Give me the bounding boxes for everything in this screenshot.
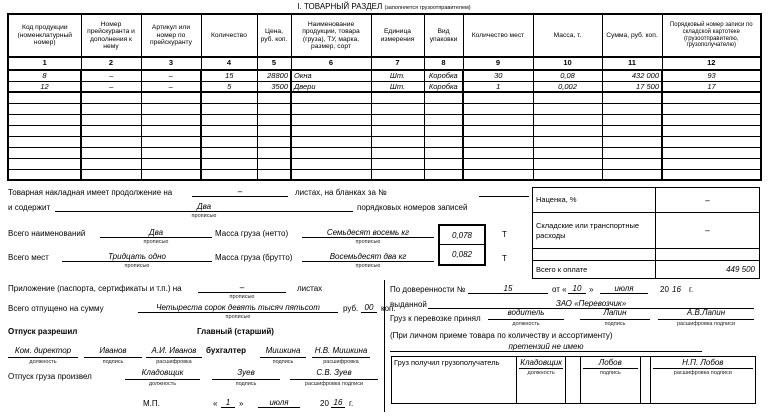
continuation-suffix: листах, на бланках за № bbox=[295, 188, 387, 197]
empty-cell bbox=[81, 92, 141, 103]
section-divider bbox=[384, 280, 385, 412]
storage-label: Складские или транспортные расходы bbox=[533, 213, 656, 248]
empty-cell bbox=[371, 169, 424, 180]
date-g-label: г. bbox=[349, 399, 354, 408]
net-mass-label: Масса груза (нетто) bbox=[215, 229, 289, 238]
markup-value: – bbox=[705, 195, 710, 205]
appendix-suffix: листах bbox=[297, 284, 323, 293]
empty-cell bbox=[141, 92, 201, 103]
table-cell: 5 bbox=[201, 81, 257, 92]
empty-cell bbox=[257, 103, 291, 114]
empty-cell bbox=[662, 125, 761, 136]
propisyu-note: прописью bbox=[191, 213, 217, 219]
empty-cell bbox=[371, 103, 424, 114]
empty-row bbox=[8, 147, 761, 158]
form-title-main: I. ТОВАРНЫЙ РАЗДЕЛ bbox=[297, 2, 383, 11]
poa-from-label: от « bbox=[552, 285, 567, 294]
sign-label: подпись bbox=[102, 359, 124, 365]
table-cell: Окна bbox=[291, 70, 371, 81]
empty-row bbox=[8, 169, 761, 180]
empty-cell bbox=[371, 136, 424, 147]
empty-cell bbox=[81, 125, 141, 136]
empty-cell bbox=[424, 92, 463, 103]
col-header-1: Код продукции (номенклатурный номер) bbox=[8, 14, 81, 57]
empty-cell bbox=[81, 158, 141, 169]
empty-cell bbox=[257, 147, 291, 158]
empty-cell bbox=[533, 147, 602, 158]
goods-received-box bbox=[391, 356, 756, 404]
total-places-label: Всего мест bbox=[8, 253, 49, 262]
empty-cell bbox=[8, 169, 81, 180]
empty-cell bbox=[662, 114, 761, 125]
net-unit: Т bbox=[502, 230, 507, 239]
sign-label: подпись bbox=[604, 321, 626, 327]
empty-cell bbox=[533, 158, 602, 169]
table-cell: Двери bbox=[291, 81, 371, 92]
poa-label: По доверенности № bbox=[390, 285, 466, 294]
empty-cell bbox=[8, 114, 81, 125]
release-allowed-label: Отпуск разрешил bbox=[8, 327, 78, 336]
empty-cell bbox=[291, 114, 371, 125]
empty-cell bbox=[463, 125, 533, 136]
goods-table-body bbox=[8, 70, 761, 180]
total-due-row bbox=[533, 261, 759, 278]
sig-storekeeper bbox=[125, 368, 200, 387]
poa-number-field: 15 bbox=[468, 283, 548, 294]
driver-signature-col bbox=[580, 308, 650, 327]
col-header-10: Масса, т. bbox=[533, 14, 602, 57]
sig-director bbox=[8, 338, 78, 365]
empty-cell bbox=[463, 92, 533, 103]
goods-table bbox=[7, 13, 762, 181]
driver-name-col bbox=[658, 308, 754, 327]
gross-mass-value: 0,082 bbox=[451, 250, 473, 259]
empty-cell bbox=[463, 147, 533, 158]
position-label: должность bbox=[512, 321, 540, 327]
col-header-5: Цена, руб. коп. bbox=[257, 14, 291, 57]
empty-cell bbox=[662, 169, 761, 180]
empty-cell bbox=[257, 158, 291, 169]
decode-label: расшифровка bbox=[323, 359, 359, 365]
table-cell: Шт. bbox=[371, 70, 424, 81]
no-claims-line bbox=[390, 342, 702, 352]
empty-cell bbox=[201, 169, 257, 180]
date-century: 20 bbox=[320, 399, 329, 408]
empty-cell bbox=[662, 147, 761, 158]
no-claims-text: претензий не имею bbox=[508, 342, 584, 351]
table-cell: 12 bbox=[8, 81, 81, 92]
col-num: 6 bbox=[291, 57, 371, 70]
rub-label: руб. bbox=[343, 304, 359, 313]
empty-cell bbox=[141, 114, 201, 125]
col-header-12: Порядковый номер записи по складской картотеке (грузоотправителю, грузополучателю) bbox=[662, 14, 761, 57]
poa-close-quote: » bbox=[589, 285, 594, 294]
appendix-label: Приложение (паспорта, сертификаты и т.п.) на bbox=[8, 284, 182, 293]
empty-cell bbox=[291, 125, 371, 136]
empty-cell bbox=[141, 169, 201, 180]
empty-cell bbox=[602, 92, 662, 103]
col-header-3: Артикул или номер по прейскуранту bbox=[141, 14, 201, 57]
empty-cell bbox=[662, 158, 761, 169]
sign-label: подпись bbox=[235, 381, 257, 387]
table-cell: 0,002 bbox=[533, 81, 602, 92]
empty-cell bbox=[81, 103, 141, 114]
continuation-sheets-field: – bbox=[192, 186, 288, 197]
empty-cell bbox=[371, 158, 424, 169]
driver-fullname: А.В.Лапин bbox=[658, 308, 754, 320]
propisyu-note: прописью bbox=[355, 239, 381, 245]
driver-position: водитель bbox=[488, 308, 564, 320]
table-row bbox=[8, 70, 761, 81]
issued-field: ЗАО «Перевозчик» bbox=[428, 298, 754, 309]
sign-label: подпись bbox=[272, 359, 294, 365]
sig-director-fullname: А.И. Иванов bbox=[146, 338, 202, 358]
total-due-label: Всего к оплате bbox=[533, 261, 656, 278]
release-made-label: Отпуск груза произвел bbox=[8, 372, 92, 381]
spacer-cell bbox=[566, 357, 581, 403]
table-cell: 28800 bbox=[257, 70, 291, 81]
empty-cell bbox=[463, 158, 533, 169]
receiver-position-cell bbox=[517, 357, 566, 403]
contains-suffix: порядковых номеров записей bbox=[357, 203, 468, 212]
sig-storekeeper-position: Кладовщик bbox=[125, 368, 200, 380]
sig-director-name bbox=[146, 338, 202, 365]
form-title-sub: (заполняется грузоотправителем) bbox=[384, 5, 471, 11]
col-header-6: Наименование продукции, товара (груза), ТУ, марка, размер, сорт bbox=[291, 14, 371, 57]
empty-cell bbox=[371, 114, 424, 125]
empty-cell bbox=[81, 147, 141, 158]
col-num: 1 bbox=[8, 57, 81, 70]
table-cell: – bbox=[81, 81, 141, 92]
empty-cell bbox=[424, 136, 463, 147]
empty-cell bbox=[424, 169, 463, 180]
table-cell: 1 bbox=[463, 81, 533, 92]
contains-label: и содержит bbox=[8, 203, 51, 212]
empty-cell bbox=[8, 136, 81, 147]
col-header-4: Количество bbox=[201, 14, 257, 57]
empty-cell bbox=[141, 136, 201, 147]
empty-cell bbox=[371, 125, 424, 136]
receiver-signature-cell bbox=[581, 357, 641, 403]
received-label-cell bbox=[392, 357, 517, 403]
table-cell: 30 bbox=[463, 70, 533, 81]
released-sum-label: Всего отпущено на сумму bbox=[8, 304, 104, 313]
empty-cell bbox=[8, 103, 81, 114]
table-cell: 93 bbox=[662, 70, 761, 81]
empty-cell bbox=[201, 136, 257, 147]
mp-label: М.П. bbox=[143, 399, 160, 408]
propisyu-note: прописью bbox=[355, 263, 381, 269]
propisyu-note: прописью bbox=[229, 294, 255, 300]
empty-cell bbox=[201, 147, 257, 158]
col-num: 7 bbox=[371, 57, 424, 70]
decode-full-label: расшифровка подписи bbox=[304, 381, 364, 387]
table-cell: Коробка bbox=[424, 70, 463, 81]
continuation-prefix: Товарная накладная имеет продолжение на bbox=[8, 188, 173, 197]
empty-cell bbox=[257, 92, 291, 103]
empty-cell bbox=[533, 92, 602, 103]
sig-director-position: Ком. директор bbox=[8, 338, 78, 358]
empty-cell bbox=[662, 103, 761, 114]
receiver-fullname: Н.П. Лобов bbox=[653, 358, 753, 369]
empty-cell bbox=[463, 169, 533, 180]
empty-cell bbox=[533, 103, 602, 114]
empty-cell bbox=[463, 136, 533, 147]
empty-cell bbox=[291, 147, 371, 158]
empty-cell bbox=[291, 158, 371, 169]
propisyu-note: прописью bbox=[124, 263, 150, 269]
col-header-9: Количество мест bbox=[463, 14, 533, 57]
col-num: 9 bbox=[463, 57, 533, 70]
empty-cell bbox=[257, 125, 291, 136]
markup-label: Наценка, % bbox=[533, 188, 656, 212]
receiver-sign: Лобов bbox=[583, 358, 638, 369]
sign-label: подпись bbox=[599, 370, 621, 376]
empty-cell bbox=[257, 169, 291, 180]
form-title bbox=[0, 2, 768, 11]
empty-cell bbox=[81, 136, 141, 147]
empty-cell bbox=[8, 147, 81, 158]
markup-row bbox=[533, 188, 759, 213]
empty-cell bbox=[533, 136, 602, 147]
decode-full-label: расшифровка подписи bbox=[676, 321, 736, 327]
empty-cell bbox=[602, 114, 662, 125]
column-number-row bbox=[8, 57, 761, 70]
poa-century: 20 bbox=[660, 285, 669, 294]
table-cell: – bbox=[141, 70, 201, 81]
gross-unit: Т bbox=[502, 254, 507, 263]
empty-cell bbox=[81, 169, 141, 180]
date-year-field: 16 bbox=[331, 397, 345, 408]
empty-cell bbox=[533, 114, 602, 125]
receiver-position: Кладовщик bbox=[520, 358, 563, 367]
empty-row bbox=[8, 103, 761, 114]
table-cell: 3500 bbox=[257, 81, 291, 92]
accountant-label: бухгалтер bbox=[206, 346, 246, 355]
date-month-field: июля bbox=[258, 397, 300, 408]
sig-accountant-name bbox=[312, 338, 370, 365]
poa-day-field: 10 bbox=[568, 283, 586, 294]
table-cell: Коробка bbox=[424, 81, 463, 92]
col-header-7: Единица измерения bbox=[371, 14, 424, 57]
date-close-quote: » bbox=[239, 399, 244, 408]
table-cell: 432 000 bbox=[602, 70, 662, 81]
blank-number-line bbox=[479, 187, 529, 197]
sig-storekeeper-sign: Зуев bbox=[212, 368, 280, 380]
empty-cell bbox=[424, 158, 463, 169]
empty-cell bbox=[141, 147, 201, 158]
sig-accountant-signature bbox=[260, 338, 306, 365]
col-num: 8 bbox=[424, 57, 463, 70]
empty-cell bbox=[533, 125, 602, 136]
empty-cell bbox=[257, 114, 291, 125]
decode-label: расшифровка bbox=[156, 359, 192, 365]
date-day-field: 1 bbox=[221, 397, 235, 408]
empty-cell bbox=[8, 92, 81, 103]
empty-cell bbox=[424, 147, 463, 158]
empty-cell bbox=[424, 103, 463, 114]
empty-cell bbox=[424, 114, 463, 125]
table-row bbox=[8, 81, 761, 92]
total-names-field: Два bbox=[100, 227, 212, 238]
sig-accountant-fullname: Н.В. Мишкина bbox=[312, 338, 370, 358]
empty-cell bbox=[602, 136, 662, 147]
empty-cell bbox=[662, 92, 761, 103]
driver-sign: Лапин bbox=[580, 308, 650, 320]
kop-field: 00 bbox=[361, 302, 377, 313]
empty-row bbox=[8, 92, 761, 103]
poa-year: 16 bbox=[672, 285, 681, 294]
propisyu-note: прописью bbox=[225, 314, 251, 320]
table-cell: 17 500 bbox=[602, 81, 662, 92]
position-label: должность bbox=[148, 381, 177, 387]
empty-row bbox=[8, 125, 761, 136]
empty-cell bbox=[291, 92, 371, 103]
empty-row bbox=[8, 136, 761, 147]
empty-cell bbox=[201, 92, 257, 103]
table-cell: Шт. bbox=[371, 81, 424, 92]
spacer-label bbox=[533, 249, 656, 260]
empty-cell bbox=[602, 158, 662, 169]
col-num: 4 bbox=[201, 57, 257, 70]
chief-label: Главный (старший) bbox=[197, 327, 274, 336]
cargo-accepted-label: Груз к перевозке принял bbox=[390, 314, 481, 323]
col-num: 10 bbox=[533, 57, 602, 70]
sig-director-signature bbox=[84, 338, 142, 365]
col-num: 11 bbox=[602, 57, 662, 70]
empty-cell bbox=[291, 136, 371, 147]
empty-cell bbox=[602, 125, 662, 136]
empty-cell bbox=[291, 169, 371, 180]
table-cell: 17 bbox=[662, 81, 761, 92]
storage-value: – bbox=[705, 226, 710, 235]
empty-cell bbox=[141, 103, 201, 114]
poa-month-field: июля bbox=[600, 283, 648, 294]
col-header-8: Вид упаковки bbox=[424, 14, 463, 57]
sig-accountant-sign: Мишкина bbox=[260, 338, 306, 358]
table-cell: 15 bbox=[201, 70, 257, 81]
driver-position-col bbox=[488, 308, 564, 327]
empty-cell bbox=[201, 125, 257, 136]
spacer-cell bbox=[641, 357, 651, 403]
col-num: 2 bbox=[81, 57, 141, 70]
empty-cell bbox=[463, 114, 533, 125]
col-num: 12 bbox=[662, 57, 761, 70]
empty-cell bbox=[201, 114, 257, 125]
gross-mass-label: Масса груза (брутто) bbox=[215, 253, 293, 262]
table-cell: – bbox=[141, 81, 201, 92]
empty-cell bbox=[602, 103, 662, 114]
empty-cell bbox=[371, 92, 424, 103]
net-mass-field: Семьдесят восемь кг bbox=[302, 227, 434, 238]
empty-cell bbox=[533, 169, 602, 180]
table-header-row bbox=[8, 14, 761, 57]
sig-storekeeper-signature bbox=[212, 368, 280, 387]
empty-cell bbox=[463, 103, 533, 114]
empty-cell bbox=[8, 125, 81, 136]
surcharge-box bbox=[532, 187, 760, 279]
empty-row bbox=[8, 114, 761, 125]
date-open-quote: « bbox=[213, 399, 218, 408]
total-names-label: Всего наименований bbox=[8, 229, 86, 238]
empty-cell bbox=[291, 103, 371, 114]
total-due-value: 449 500 bbox=[726, 265, 755, 274]
sig-storekeeper-name bbox=[290, 368, 378, 387]
contains-count-field: Два bbox=[55, 201, 353, 212]
table-cell: 8 bbox=[8, 70, 81, 81]
sig-director-sign: Иванов bbox=[84, 338, 142, 358]
empty-cell bbox=[662, 136, 761, 147]
empty-cell bbox=[141, 158, 201, 169]
decode-full-label: расшифровка подписи bbox=[673, 370, 732, 376]
position-label: должность bbox=[29, 359, 57, 365]
col-header-2: Номер прейскуранта и дополнения к нему bbox=[81, 14, 141, 57]
empty-cell bbox=[81, 114, 141, 125]
empty-cell bbox=[201, 103, 257, 114]
position-label: должность bbox=[527, 370, 555, 376]
total-places-field: Тридцать одно bbox=[62, 251, 212, 262]
net-mass-value: 0,078 bbox=[440, 226, 484, 245]
gross-mass-field: Восемьдесят два кг bbox=[302, 251, 434, 262]
received-label: Груз получил грузополучатель bbox=[394, 358, 500, 367]
table-cell: 0,08 bbox=[533, 70, 602, 81]
appendix-field: – bbox=[198, 282, 286, 293]
kop-label: коп. bbox=[381, 304, 396, 313]
col-num: 5 bbox=[257, 57, 291, 70]
empty-cell bbox=[424, 125, 463, 136]
col-header-11: Сумма, руб. коп. bbox=[602, 14, 662, 57]
col-num: 3 bbox=[141, 57, 201, 70]
released-sum-field: Четыреста сорок девять тысяч пятьсот bbox=[138, 302, 338, 313]
sig-storekeeper-fullname: С.В. Зуев bbox=[290, 368, 378, 380]
empty-cell bbox=[602, 147, 662, 158]
receiver-name-cell bbox=[651, 357, 755, 403]
empty-cell bbox=[8, 158, 81, 169]
issued-label: выданной bbox=[390, 300, 427, 309]
empty-cell bbox=[371, 147, 424, 158]
table-cell: – bbox=[81, 70, 141, 81]
empty-cell bbox=[141, 125, 201, 136]
spacer-value bbox=[656, 249, 759, 260]
empty-cell bbox=[257, 136, 291, 147]
personal-acceptance-note: (При личном приеме товара по количеству и ассортименту) bbox=[390, 331, 613, 340]
propisyu-note: прописью bbox=[143, 239, 169, 245]
poa-g-label: г. bbox=[689, 285, 694, 294]
empty-row bbox=[8, 158, 761, 169]
spacer-row bbox=[533, 249, 759, 261]
storage-row bbox=[533, 213, 759, 249]
empty-cell bbox=[201, 158, 257, 169]
mass-values-box bbox=[438, 224, 486, 266]
empty-cell bbox=[602, 169, 662, 180]
